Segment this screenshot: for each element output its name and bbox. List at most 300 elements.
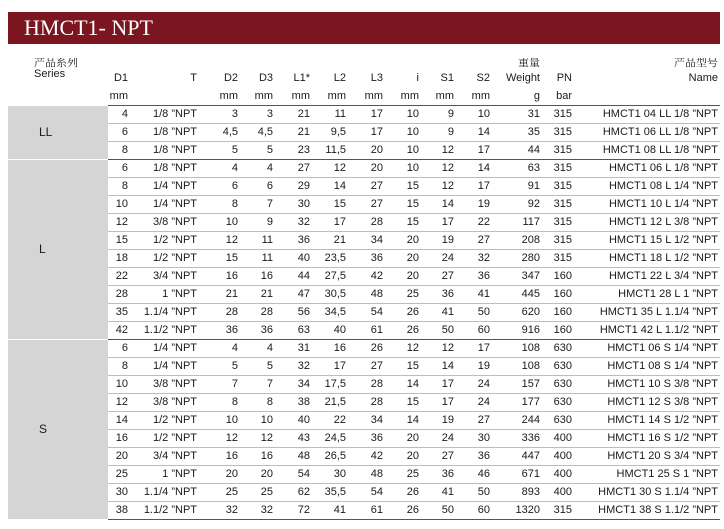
title-bar (8, 12, 720, 44)
table-cell: 117 (490, 214, 540, 232)
table-cell: 1.1/4 ”NPT (128, 484, 203, 502)
table-cell: HMCT1 12 L 3/8 ”NPT (572, 214, 720, 232)
table-cell: 54 (346, 484, 383, 502)
table-cell: 630 (540, 358, 572, 376)
table-cell: 48 (273, 448, 310, 466)
table-cell: HMCT1 08 L 1/4 ”NPT (572, 178, 720, 196)
table-cell: 12 (419, 178, 454, 196)
table-cell: 160 (540, 304, 572, 322)
table-cell: 14 (419, 196, 454, 214)
table-cell: 1.1/2 ”NPT (128, 502, 203, 520)
table-cell: 1/4 ”NPT (128, 340, 203, 358)
table-row (8, 304, 720, 322)
unit-label: mm (419, 87, 454, 106)
table-cell: 5 (238, 358, 273, 376)
table-cell: 21 (273, 106, 310, 124)
table-cell: 20 (383, 232, 419, 250)
table-cell: 11 (310, 106, 346, 124)
table-cell: 36 (346, 250, 383, 268)
table-cell: 20 (383, 268, 419, 286)
table-cell: 8 (108, 178, 128, 196)
table-cell: 17 (419, 214, 454, 232)
table-cell: 28 (108, 286, 128, 304)
unit-label: mm (203, 87, 238, 106)
table-cell: 14 (383, 376, 419, 394)
table-cell: 22 (108, 268, 128, 286)
table-row (8, 214, 720, 232)
table-cell: 36 (419, 286, 454, 304)
table-cell: 27,5 (310, 268, 346, 286)
table-cell: 31 (273, 340, 310, 358)
table-cell: 47 (273, 286, 310, 304)
table-cell: 1/8 ”NPT (128, 106, 203, 124)
table-cell: 15 (383, 214, 419, 232)
table-cell: 6 (203, 178, 238, 196)
table-cell: 160 (540, 286, 572, 304)
table-cell: 36 (203, 322, 238, 340)
table-cell: 21 (238, 286, 273, 304)
table-cell: 36 (454, 268, 490, 286)
table-cell: 32 (203, 502, 238, 520)
table-cell: 42 (346, 268, 383, 286)
table-cell: 10 (383, 160, 419, 178)
table-cell: 12 (108, 394, 128, 412)
table-cell: 400 (540, 466, 572, 484)
table-cell: 48 (346, 466, 383, 484)
table-cell: 6 (108, 340, 128, 358)
table-cell: 61 (346, 322, 383, 340)
table-cell: 14 (454, 160, 490, 178)
table-cell: 42 (108, 322, 128, 340)
table-row (8, 484, 720, 502)
column-header: i (416, 72, 419, 84)
table-cell: 27 (346, 358, 383, 376)
table-cell: 25 (383, 286, 419, 304)
table-cell: 3/8 ”NPT (128, 394, 203, 412)
table-cell: 16 (238, 268, 273, 286)
table-cell: 16 (238, 448, 273, 466)
table-cell: 3 (238, 106, 273, 124)
table-row (8, 250, 720, 268)
table-cell: 315 (540, 502, 572, 520)
table-cell: 1320 (490, 502, 540, 520)
table-cell: 11 (238, 250, 273, 268)
table-cell: 21,5 (310, 394, 346, 412)
table-row (8, 358, 720, 376)
table-cell: 315 (540, 214, 572, 232)
table-cell: 26,5 (310, 448, 346, 466)
table-cell: 18 (108, 250, 128, 268)
unit-label: mm (346, 87, 383, 106)
table-cell: 1/8 ”NPT (128, 160, 203, 178)
table-cell: 26 (383, 502, 419, 520)
table-cell: 17,5 (310, 376, 346, 394)
table-cell: 10 (203, 412, 238, 430)
table-cell: 14 (310, 178, 346, 196)
table-cell: 17 (346, 124, 383, 142)
table-cell: 1/2 ”NPT (128, 232, 203, 250)
table-cell: 20 (383, 448, 419, 466)
column-header: S1 (440, 72, 454, 84)
table-cell: 3/4 ”NPT (128, 448, 203, 466)
table-cell: 12 (238, 430, 273, 448)
table-cell: 50 (454, 304, 490, 322)
table-cell: 27 (273, 160, 310, 178)
table-cell: 336 (490, 430, 540, 448)
table-cell: HMCT1 06 LL 1/8 ”NPT (572, 124, 720, 142)
table-cell: 315 (540, 106, 572, 124)
table-cell: 54 (273, 466, 310, 484)
table-cell: 30 (454, 430, 490, 448)
table-cell: 5 (203, 358, 238, 376)
table-cell: HMCT1 16 S 1/2 ”NPT (572, 430, 720, 448)
column-header: D1 (113, 72, 128, 84)
table-cell: 19 (454, 358, 490, 376)
table-cell: HMCT1 35 L 1.1/4 ”NPT (572, 304, 720, 322)
series-header (8, 58, 108, 106)
table-cell: 30 (108, 484, 128, 502)
table-cell: 26 (383, 322, 419, 340)
table-cell: 20 (383, 250, 419, 268)
table-cell: 17 (310, 358, 346, 376)
table-cell: 25 (238, 484, 273, 502)
table-cell: 12 (203, 430, 238, 448)
table-cell: 671 (490, 466, 540, 484)
table-cell: 31 (490, 106, 540, 124)
table-cell: 16 (310, 340, 346, 358)
table-cell: HMCT1 10 S 3/8 ”NPT (572, 376, 720, 394)
table-cell: 36 (419, 466, 454, 484)
table-cell: HMCT1 22 L 3/4 ”NPT (572, 268, 720, 286)
table-cell: 15 (383, 394, 419, 412)
table-cell: 15 (310, 196, 346, 214)
table-cell: 12 (310, 160, 346, 178)
table-cell: 17 (454, 142, 490, 160)
table-cell: 10 (108, 376, 128, 394)
table-cell: 3 (203, 106, 238, 124)
table-row (8, 286, 720, 304)
column-header: S2 (476, 72, 490, 84)
table-cell: 1.1/2 ”NPT (128, 322, 203, 340)
table-cell: 9 (419, 106, 454, 124)
table-cell: 620 (490, 304, 540, 322)
table-cell: 17 (310, 214, 346, 232)
unit-label: mm (108, 87, 128, 106)
table-cell: 40 (273, 250, 310, 268)
table-cell: 50 (454, 484, 490, 502)
table-cell: 36 (454, 448, 490, 466)
table-cell: 24 (419, 430, 454, 448)
column-header: L1* (293, 72, 310, 84)
table-cell: 38 (273, 394, 310, 412)
table-cell: 1 ”NPT (128, 286, 203, 304)
unit-label: bar (540, 87, 572, 106)
table-cell: 7 (203, 376, 238, 394)
table-cell: 4 (203, 160, 238, 178)
table-row (8, 142, 720, 160)
table-cell: 160 (540, 322, 572, 340)
table-cell: 41 (419, 304, 454, 322)
table-cell: 315 (540, 178, 572, 196)
series-label: L (8, 160, 108, 340)
table-cell: 9 (238, 214, 273, 232)
table-cell: HMCT1 12 S 3/8 ”NPT (572, 394, 720, 412)
table-cell: HMCT1 10 L 1/4 ”NPT (572, 196, 720, 214)
table-cell: 630 (540, 340, 572, 358)
table-cell: 10 (383, 142, 419, 160)
table-cell: 40 (273, 412, 310, 430)
table-cell: 8 (108, 142, 128, 160)
table-cell: 27 (454, 232, 490, 250)
table-cell: 4,5 (238, 124, 273, 142)
table-row (8, 412, 720, 430)
table-cell: 42 (346, 448, 383, 466)
table-cell: 4,5 (203, 124, 238, 142)
table-cell: 19 (419, 412, 454, 430)
table-row (8, 268, 720, 286)
column-header: L3 (370, 72, 383, 84)
table-cell: 41 (419, 484, 454, 502)
table-cell: 25 (203, 484, 238, 502)
table-cell: 3/8 ”NPT (128, 214, 203, 232)
table-cell: 20 (238, 466, 273, 484)
table-cell: 8 (203, 394, 238, 412)
table-cell: 16 (108, 430, 128, 448)
table-cell: 24 (454, 394, 490, 412)
table-cell: 19 (454, 196, 490, 214)
table-cell: 8 (108, 358, 128, 376)
table-cell: 28 (203, 304, 238, 322)
table-cell: 27 (346, 196, 383, 214)
column-header: Weight (505, 72, 540, 84)
table-cell: 40 (310, 322, 346, 340)
table-cell: 11,5 (310, 142, 346, 160)
table-cell: 15 (383, 178, 419, 196)
table-cell: 28 (346, 376, 383, 394)
unit-label: mm (238, 87, 273, 106)
table-cell: 916 (490, 322, 540, 340)
table-cell: 7 (238, 376, 273, 394)
table-cell: 41 (454, 286, 490, 304)
column-header: L2 (333, 72, 346, 84)
table-cell: 7 (238, 196, 273, 214)
table-cell: 280 (490, 250, 540, 268)
table-cell: 16 (203, 268, 238, 286)
weight-header-cn: 重量 (518, 58, 540, 69)
table-cell: 14 (383, 412, 419, 430)
table-cell: HMCT1 15 L 1/2 ”NPT (572, 232, 720, 250)
table-cell: 50 (419, 322, 454, 340)
table-row (8, 448, 720, 466)
table-cell: 34 (346, 232, 383, 250)
table-cell: 19 (419, 232, 454, 250)
table-cell: 1/4 ”NPT (128, 196, 203, 214)
table-cell: 29 (273, 178, 310, 196)
column-header: Name (688, 72, 718, 84)
table-cell: 16 (203, 448, 238, 466)
table-cell: 63 (273, 322, 310, 340)
table-cell: HMCT1 08 LL 1/8 ”NPT (572, 142, 720, 160)
table-cell: 20 (203, 466, 238, 484)
table-cell: 14 (419, 358, 454, 376)
table-cell: 17 (454, 178, 490, 196)
table-cell: 20 (383, 430, 419, 448)
table-cell: 1/4 ”NPT (128, 358, 203, 376)
table-row (8, 124, 720, 142)
table-cell: 28 (346, 214, 383, 232)
table-row (8, 160, 720, 178)
table-cell: 15 (108, 232, 128, 250)
table-cell: 15 (383, 196, 419, 214)
table-cell: 20 (346, 142, 383, 160)
table-cell: 400 (540, 448, 572, 466)
table-cell: 10 (383, 106, 419, 124)
table-cell: 1.1/4 ”NPT (128, 304, 203, 322)
table-cell: 32 (238, 502, 273, 520)
table-cell: 4 (238, 340, 273, 358)
table-cell: 4 (108, 106, 128, 124)
table-cell: 10 (203, 214, 238, 232)
table-cell: 400 (540, 430, 572, 448)
table-cell: 32 (273, 358, 310, 376)
unit-label: g (490, 87, 540, 106)
table-cell: 630 (540, 412, 572, 430)
table-cell: 27 (419, 268, 454, 286)
table-cell: 21 (273, 124, 310, 142)
table-cell: 34 (346, 412, 383, 430)
table-cell: 32 (454, 250, 490, 268)
table-cell: 35 (108, 304, 128, 322)
table-cell: 23 (273, 142, 310, 160)
table-cell: 347 (490, 268, 540, 286)
column-header: PN (556, 72, 572, 84)
unit-label (128, 87, 203, 106)
table-cell: HMCT1 25 S 1 ”NPT (572, 466, 720, 484)
table-cell: 12 (419, 142, 454, 160)
table-cell: 315 (540, 232, 572, 250)
table-cell: 25 (108, 466, 128, 484)
table-cell: 20 (108, 448, 128, 466)
table-cell: HMCT1 08 S 1/4 ”NPT (572, 358, 720, 376)
table-cell: 12 (108, 214, 128, 232)
table-cell: 893 (490, 484, 540, 502)
table-cell: 27 (454, 412, 490, 430)
table-cell: 315 (540, 250, 572, 268)
table-cell: 15 (383, 358, 419, 376)
table-cell: HMCT1 06 L 1/8 ”NPT (572, 160, 720, 178)
table-cell: 25 (383, 466, 419, 484)
series-header-cn: 产品系列 (34, 58, 78, 69)
table-cell: 28 (346, 394, 383, 412)
column-header: T (190, 72, 197, 84)
table-cell: 630 (540, 376, 572, 394)
table-cell: 22 (310, 412, 346, 430)
table-cell: 62 (273, 484, 310, 502)
table-cell: 157 (490, 376, 540, 394)
table-cell: 17 (346, 106, 383, 124)
table-cell: 4 (238, 160, 273, 178)
table-cell: 315 (540, 142, 572, 160)
table-cell: 41 (310, 502, 346, 520)
table-cell: HMCT1 20 S 3/4 ”NPT (572, 448, 720, 466)
table-row (8, 340, 720, 358)
table-cell: 28 (238, 304, 273, 322)
table-cell: 17 (419, 376, 454, 394)
table-cell: HMCT1 18 L 1/2 ”NPT (572, 250, 720, 268)
table-cell: 5 (238, 142, 273, 160)
table-cell: 177 (490, 394, 540, 412)
table-cell: 91 (490, 178, 540, 196)
table-cell: 63 (490, 160, 540, 178)
table-cell: 26 (346, 340, 383, 358)
table-cell: 11 (238, 232, 273, 250)
table-cell: 315 (540, 160, 572, 178)
table-row (8, 232, 720, 250)
table-cell: 5 (203, 142, 238, 160)
table-cell: 48 (346, 286, 383, 304)
table-cell: 630 (540, 394, 572, 412)
table-row (8, 376, 720, 394)
table-cell: 12 (419, 160, 454, 178)
table-cell: HMCT1 06 S 1/4 ”NPT (572, 340, 720, 358)
table-cell: 35,5 (310, 484, 346, 502)
table-row (8, 502, 720, 520)
page-title: HMCT1- NPT (24, 15, 153, 40)
table-cell: 27 (346, 178, 383, 196)
table-cell: 24 (419, 250, 454, 268)
series-label: S (8, 340, 108, 520)
table-cell: 14 (454, 124, 490, 142)
table-cell: 24,5 (310, 430, 346, 448)
table-cell: 9,5 (310, 124, 346, 142)
table-cell: 30 (273, 196, 310, 214)
table-cell: 36 (273, 232, 310, 250)
table-cell: 92 (490, 196, 540, 214)
header-row-cn (8, 58, 720, 69)
series-label: LL (8, 106, 108, 160)
table-cell: 24 (454, 376, 490, 394)
unit-label: mm (454, 87, 490, 106)
table-cell: 9 (419, 124, 454, 142)
table-cell: HMCT1 14 S 1/2 ”NPT (572, 412, 720, 430)
table-cell: 50 (419, 502, 454, 520)
table-cell: 21 (203, 286, 238, 304)
table-cell: 17 (454, 340, 490, 358)
unit-label: mm (383, 87, 419, 106)
series-header-en: Series (34, 68, 66, 80)
name-header-cn: 产品型号 (674, 58, 718, 69)
table-cell: 36 (346, 430, 383, 448)
table-cell: 1/2 ”NPT (128, 412, 203, 430)
spec-table (8, 58, 720, 520)
table-cell: 32 (273, 214, 310, 232)
table-row (8, 466, 720, 484)
header-row (8, 69, 720, 87)
table-cell: 8 (238, 394, 273, 412)
table-cell: 108 (490, 340, 540, 358)
table-cell: 60 (454, 502, 490, 520)
table-cell: HMCT1 38 S 1.1/2 ”NPT (572, 502, 720, 520)
table-cell: 72 (273, 502, 310, 520)
table-cell: 17 (419, 394, 454, 412)
table-cell: 445 (490, 286, 540, 304)
table-cell: 56 (273, 304, 310, 322)
table-cell: 35 (490, 124, 540, 142)
table-cell: 10 (383, 124, 419, 142)
table-cell: 44 (273, 268, 310, 286)
table-cell: 400 (540, 484, 572, 502)
table-cell: 1/8 ”NPT (128, 124, 203, 142)
